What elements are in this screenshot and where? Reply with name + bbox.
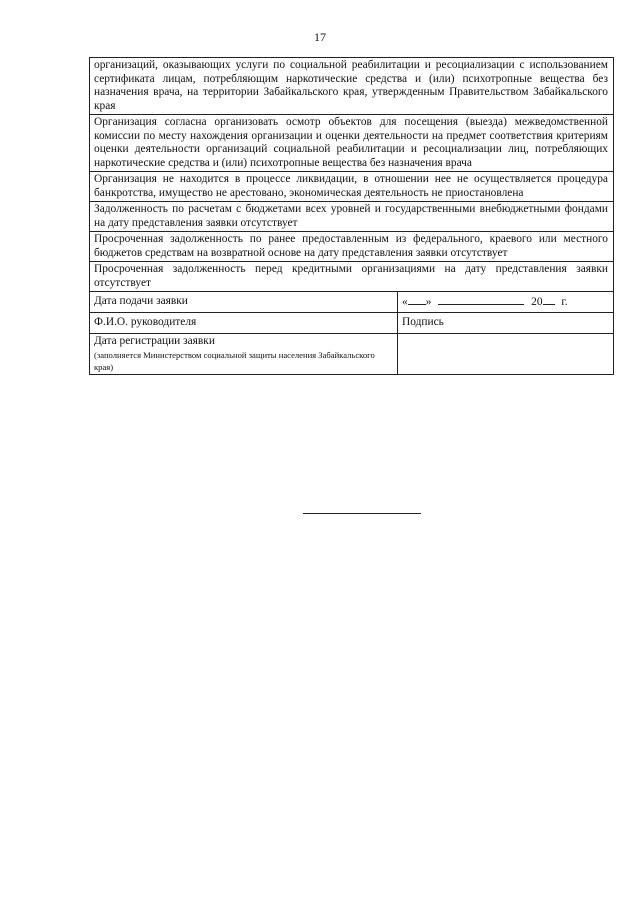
day-blank[interactable]	[408, 294, 426, 305]
row-text-no-liquidation: Организация не находится в процессе ликвидации, в отношении нее не осуществляется процедура банкротства, имущество не арестовано, экономическая деятельность не приостановлена	[90, 172, 614, 202]
page-number: 17	[314, 30, 326, 44]
row-text-no-budget-debt: Задолженность по расчетам с бюджетами всех уровней и государственными внебюджетными фондами на дату представления заявки отсутствует	[90, 202, 614, 232]
year-suffix: г.	[561, 296, 568, 309]
submission-date-field[interactable]	[398, 292, 614, 313]
quote-close: »	[425, 296, 432, 309]
registration-note: (заполняется Министерством социальной защиты населения Забайкальского края)	[94, 349, 375, 372]
row-text-no-overdue-return-debt: Просроченная задолженность по ранее предоставленным из федерального, краевого или местного бюджетов средствам на возвратной основе на дату представления заявки отсутствует	[90, 232, 614, 262]
month-blank[interactable]	[438, 294, 524, 305]
application-table	[89, 57, 614, 375]
head-name-label: Ф.И.О. руководителя	[90, 313, 398, 334]
year-prefix: 20	[531, 296, 543, 309]
table-row	[90, 172, 614, 202]
table-row	[90, 202, 614, 232]
row-text-inspection-consent: Организация согласна организовать осмотр объектов для посещения (выезда) межведомственной комиссии по месту нахождения организации и оценки деятельности на предмет соответствия критериям оценки деятельности организаций социальной реабилитации и ресоциализации лиц, потребляющих наркотические средства и (или) психотропные вещества без назначения врача	[90, 115, 614, 172]
table-row	[90, 232, 614, 262]
table-row	[90, 262, 614, 292]
registration-date-cell	[90, 334, 398, 375]
table-row	[90, 292, 614, 313]
submission-date-label: Дата подачи заявки	[90, 292, 398, 313]
table-row	[90, 58, 614, 115]
end-separator-line	[303, 513, 421, 514]
table-row	[90, 334, 614, 375]
row-text-no-credit-debt: Просроченная задолженность перед кредитными организациями на дату представления заявки отсутствует	[90, 262, 614, 292]
registration-date-label: Дата регистрации заявки	[94, 335, 215, 347]
quote-open: «	[402, 296, 408, 309]
signature-label: Подпись	[398, 313, 614, 334]
table-row	[90, 115, 614, 172]
registration-date-field[interactable]	[398, 334, 614, 375]
year-blank[interactable]	[543, 294, 555, 305]
table-row	[90, 313, 614, 334]
row-text-criteria-continuation: организаций, оказывающих услуги по социальной реабилитации и ресоциализации с использованием сертификата лицам, потребляющим наркотические средства и (или) психотропные вещества без назначения врача, на территории Забайкальского края, утвержденным Правительством Забайкальского края	[90, 58, 614, 115]
